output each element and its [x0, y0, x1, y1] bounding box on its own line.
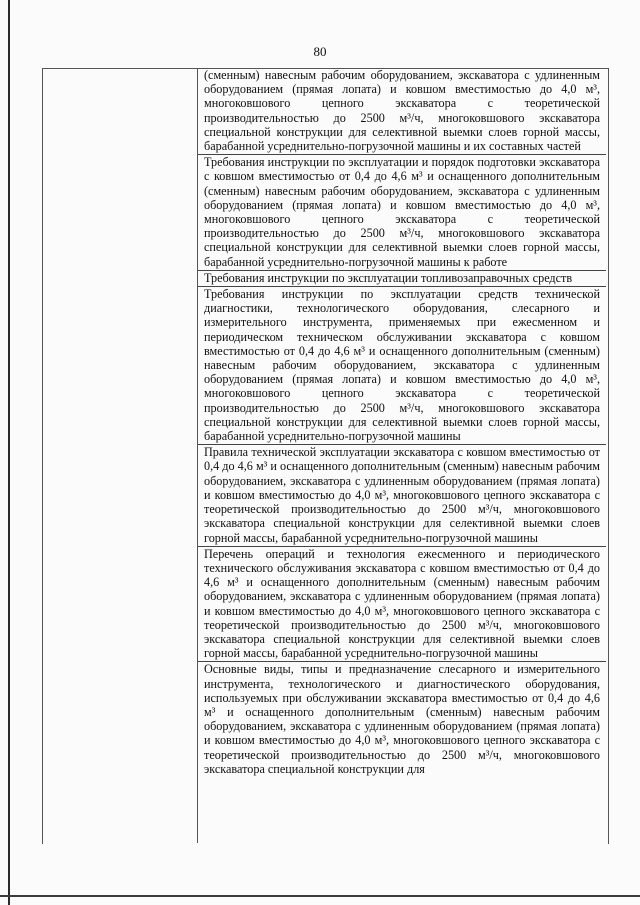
table-left-column — [42, 68, 198, 843]
row-text: Перечень операций и технология ежесменного и периодического технического обслуживания экскаватора с ковшом вместимостью от 0,4 до 4,6 м³ и оснащенного дополнительным (сменным) навесным рабочим оборудованием, экскаватора с удлиненным оборудованием (прямая лопата) и ковшом вместимостью до 4,0 м³, многоковшового цепного экскаватора с теоретической производительностью до 2500 м³/ч, многоковшового экскаватора специальной конструкции для селективной выемки слоев горной массы, барабанной усреднительно-погрузочной машины — [204, 546, 600, 661]
row-text: Правила технической эксплуатации экскаватора с ковшом вместимостью от 0,4 до 4,6 м³ и оснащенного дополнительным (сменным) навесным рабочим оборудованием, экскаватора с удлиненным оборудованием (прямая лопата) и ковшом вместимостью до 4,0 м³, многоковшового цепного экскаватора с теоретической производительностью до 2500 м³/ч, многоковшового экскаватора специальной конструкции для селективной выемки слоев горной массы, барабанной усреднительно-погрузочной машины — [204, 445, 600, 545]
row-text: (сменным) навесным рабочим оборудованием, экскаватора с удлиненным оборудованием (прямая лопата) и ковшом вместимостью до 4,0 м³, многоковшового цепного экскаватора с теоретической производительностью до 2500 м³/ч, многоковшового экскаватора специальной конструкции для селективной выемки слоев горной массы, барабанной усреднительно-погрузочной машины и их составных частей — [204, 68, 600, 154]
table-row — [198, 547, 606, 663]
scan-edge-left — [8, 0, 10, 905]
table-right-column — [198, 68, 606, 843]
row-text: Требования инструкции по эксплуатации средств технической диагностики, технологического оборудования, слесарного и измерительного инструмента, применяемых при ежесменном и периодическом техническом обслуживании экскаватора с ковшом вместимостью от 0,4 до 4,6 м³ и оснащенного дополнительным (сменным) навесным рабочим оборудованием, экскаватора с удлиненным оборудованием (прямая лопата) и ковшом вместимостью до 4,0 м³, многоковшового цепного экскаватора с теоретической производительностью до 2500 м³/ч, многоковшового экскаватора специальной конструкции для селективной выемки слоев горной массы, барабанной усреднительно-погрузочной машины — [204, 287, 600, 444]
page-number: 80 — [313, 44, 327, 59]
row-text: Основные виды, типы и предназначение слесарного и измерительного инструмента, технологического и диагностического оборудования, используемых при обслуживании экскаватора вместимостью от 0,4 до 4,6 м³ и оснащенного дополнительным (сменным) навесным рабочим оборудованием, экскаватора с удлиненным оборудованием (прямая лопата) и ковшом вместимостью до 4,0 м³, многоковшового цепного экскаватора с теоретической производительностью до 2500 м³/ч, многоковшового экскаватора специальной конструкции для — [204, 662, 600, 776]
row-text: Требования инструкции по эксплуатации топливозаправочных средств — [204, 270, 573, 285]
table-row — [198, 662, 606, 777]
row-text: Требования инструкции по эксплуатации и порядок подготовки экскаватора с ковшом вместимостью от 0,4 до 4,6 м³ и оснащенного дополнительным (сменным) навесным рабочим оборудованием, экскаватора с удлиненным оборудованием (прямая лопата) и ковшом вместимостью до 4,0 м³, многоковшового цепного экскаватора с теоретической производительностью до 2500 м³/ч, многоковшового экскаватора специальной конструкции для селективной выемки слоев горной массы, барабанной усреднительно-погрузочной машины к работе — [204, 155, 600, 269]
table-row — [198, 445, 606, 546]
table-row — [198, 68, 606, 155]
table-row — [198, 271, 606, 287]
table-row — [198, 287, 606, 445]
scan-edge-bottom — [0, 895, 640, 897]
table-row — [198, 155, 606, 271]
